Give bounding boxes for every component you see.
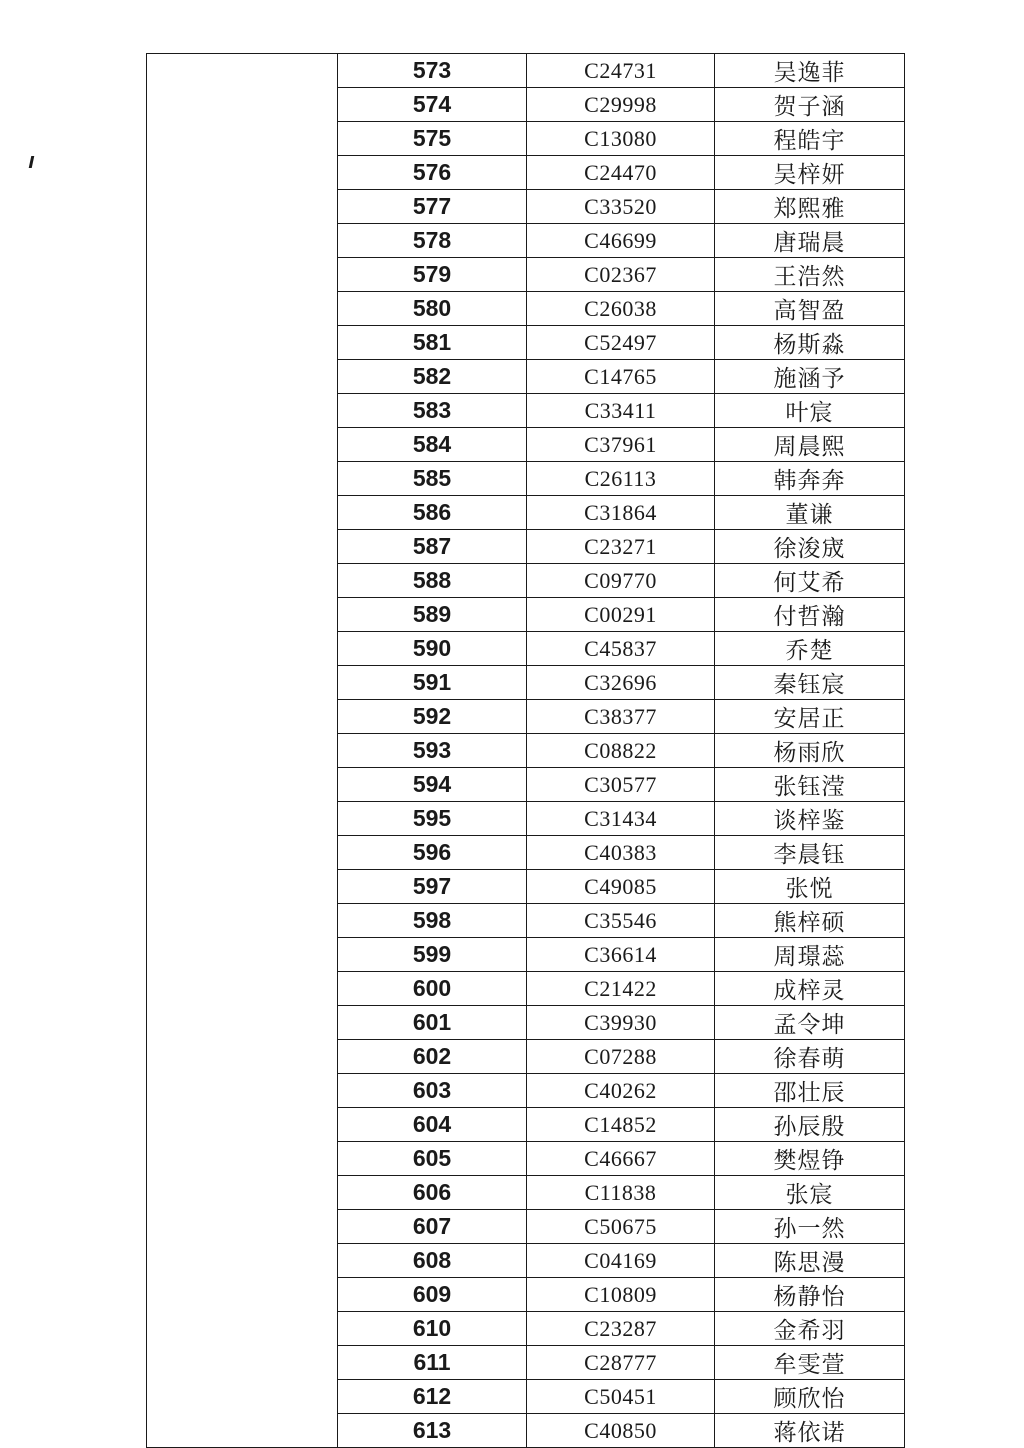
- candidate-id-cell: C40383: [527, 836, 715, 870]
- row-number-cell: 589: [338, 598, 527, 632]
- row-number-cell: 586: [338, 496, 527, 530]
- candidate-name-cell: 乔楚: [715, 632, 905, 666]
- candidate-name-cell: 徐春萌: [715, 1040, 905, 1074]
- candidate-name-cell: 韩奔奔: [715, 462, 905, 496]
- row-number-cell: 607: [338, 1210, 527, 1244]
- candidate-name-cell: 杨雨欣: [715, 734, 905, 768]
- candidate-name-cell: 安居正: [715, 700, 905, 734]
- candidate-name-cell: 蒋依诺: [715, 1414, 905, 1448]
- stray-mark: [29, 156, 35, 168]
- row-number-cell: 583: [338, 394, 527, 428]
- row-number-cell: 578: [338, 224, 527, 258]
- row-number-cell: 613: [338, 1414, 527, 1448]
- candidate-id-cell: C38377: [527, 700, 715, 734]
- row-number-cell: 605: [338, 1142, 527, 1176]
- candidate-name-cell: 张悦: [715, 870, 905, 904]
- candidate-name-cell: 孙一然: [715, 1210, 905, 1244]
- candidate-name-cell: 程皓宇: [715, 122, 905, 156]
- candidate-name-cell: 吴梓妍: [715, 156, 905, 190]
- candidate-id-cell: C35546: [527, 904, 715, 938]
- candidate-id-cell: C26113: [527, 462, 715, 496]
- candidate-id-cell: C40262: [527, 1074, 715, 1108]
- candidate-id-cell: C00291: [527, 598, 715, 632]
- candidate-name-cell: 贺子涵: [715, 88, 905, 122]
- candidate-name-cell: 周璟蕊: [715, 938, 905, 972]
- row-number-cell: 610: [338, 1312, 527, 1346]
- candidate-id-cell: C14852: [527, 1108, 715, 1142]
- candidate-name-cell: 孟令坤: [715, 1006, 905, 1040]
- row-number-cell: 609: [338, 1278, 527, 1312]
- candidate-id-cell: C39930: [527, 1006, 715, 1040]
- candidate-id-cell: C13080: [527, 122, 715, 156]
- blank-group-cell: [147, 54, 338, 1448]
- row-number-cell: 577: [338, 190, 527, 224]
- candidate-id-cell: C33411: [527, 394, 715, 428]
- candidate-name-cell: 郑熙雅: [715, 190, 905, 224]
- candidate-name-cell: 杨静怡: [715, 1278, 905, 1312]
- row-number-cell: 588: [338, 564, 527, 598]
- row-number-cell: 604: [338, 1108, 527, 1142]
- candidate-name-cell: 徐浚宬: [715, 530, 905, 564]
- candidate-name-cell: 周晨熙: [715, 428, 905, 462]
- row-number-cell: 593: [338, 734, 527, 768]
- candidate-id-cell: C46667: [527, 1142, 715, 1176]
- row-number-cell: 603: [338, 1074, 527, 1108]
- row-number-cell: 601: [338, 1006, 527, 1040]
- row-number-cell: 597: [338, 870, 527, 904]
- candidate-id-cell: C36614: [527, 938, 715, 972]
- candidate-name-cell: 张宸: [715, 1176, 905, 1210]
- candidate-id-cell: C45837: [527, 632, 715, 666]
- row-number-cell: 575: [338, 122, 527, 156]
- candidate-id-cell: C26038: [527, 292, 715, 326]
- candidate-name-cell: 董谦: [715, 496, 905, 530]
- row-number-cell: 606: [338, 1176, 527, 1210]
- row-number-cell: 592: [338, 700, 527, 734]
- row-number-cell: 602: [338, 1040, 527, 1074]
- candidate-name-cell: 孙辰殷: [715, 1108, 905, 1142]
- candidate-id-cell: C23271: [527, 530, 715, 564]
- candidate-name-cell: 熊梓硕: [715, 904, 905, 938]
- row-number-cell: 585: [338, 462, 527, 496]
- row-number-cell: 579: [338, 258, 527, 292]
- candidate-name-cell: 王浩然: [715, 258, 905, 292]
- candidate-id-cell: C46699: [527, 224, 715, 258]
- table-row: [147, 54, 905, 88]
- candidate-name-cell: 牟雯萱: [715, 1346, 905, 1380]
- candidate-id-cell: C30577: [527, 768, 715, 802]
- candidate-id-cell: C23287: [527, 1312, 715, 1346]
- candidate-id-cell: C50451: [527, 1380, 715, 1414]
- candidate-name-cell: 高智盈: [715, 292, 905, 326]
- row-number-cell: 573: [338, 54, 527, 88]
- row-number-cell: 598: [338, 904, 527, 938]
- candidate-id-cell: C32696: [527, 666, 715, 700]
- row-number-cell: 608: [338, 1244, 527, 1278]
- candidate-id-cell: C31864: [527, 496, 715, 530]
- candidate-name-cell: 张钰滢: [715, 768, 905, 802]
- candidate-id-cell: C40850: [527, 1414, 715, 1448]
- row-number-cell: 611: [338, 1346, 527, 1380]
- candidate-id-cell: C37961: [527, 428, 715, 462]
- candidate-id-cell: C09770: [527, 564, 715, 598]
- row-number-cell: 595: [338, 802, 527, 836]
- candidate-id-cell: C10809: [527, 1278, 715, 1312]
- candidate-id-cell: C24470: [527, 156, 715, 190]
- row-number-cell: 584: [338, 428, 527, 462]
- candidate-id-cell: C07288: [527, 1040, 715, 1074]
- row-number-cell: 587: [338, 530, 527, 564]
- candidate-name-cell: 樊煜铮: [715, 1142, 905, 1176]
- candidate-id-cell: C31434: [527, 802, 715, 836]
- row-number-cell: 580: [338, 292, 527, 326]
- roster-table: [146, 53, 905, 1448]
- candidate-name-cell: 顾欣怡: [715, 1380, 905, 1414]
- row-number-cell: 581: [338, 326, 527, 360]
- row-number-cell: 576: [338, 156, 527, 190]
- candidate-id-cell: C29998: [527, 88, 715, 122]
- candidate-id-cell: C50675: [527, 1210, 715, 1244]
- row-number-cell: 596: [338, 836, 527, 870]
- candidate-id-cell: C14765: [527, 360, 715, 394]
- row-number-cell: 574: [338, 88, 527, 122]
- row-number-cell: 600: [338, 972, 527, 1006]
- row-number-cell: 590: [338, 632, 527, 666]
- roster-body: [147, 54, 905, 1448]
- candidate-id-cell: C28777: [527, 1346, 715, 1380]
- candidate-name-cell: 吴逸菲: [715, 54, 905, 88]
- candidate-name-cell: 陈思漫: [715, 1244, 905, 1278]
- candidate-name-cell: 何艾希: [715, 564, 905, 598]
- candidate-id-cell: C33520: [527, 190, 715, 224]
- candidate-name-cell: 唐瑞晨: [715, 224, 905, 258]
- candidate-name-cell: 叶宸: [715, 394, 905, 428]
- row-number-cell: 591: [338, 666, 527, 700]
- candidate-name-cell: 杨斯淼: [715, 326, 905, 360]
- candidate-name-cell: 施涵予: [715, 360, 905, 394]
- candidate-name-cell: 邵壮辰: [715, 1074, 905, 1108]
- candidate-id-cell: C52497: [527, 326, 715, 360]
- candidate-name-cell: 成梓灵: [715, 972, 905, 1006]
- candidate-name-cell: 李晨钰: [715, 836, 905, 870]
- candidate-id-cell: C02367: [527, 258, 715, 292]
- row-number-cell: 599: [338, 938, 527, 972]
- row-number-cell: 594: [338, 768, 527, 802]
- candidate-id-cell: C08822: [527, 734, 715, 768]
- candidate-id-cell: C11838: [527, 1176, 715, 1210]
- candidate-id-cell: C04169: [527, 1244, 715, 1278]
- candidate-id-cell: C21422: [527, 972, 715, 1006]
- row-number-cell: 612: [338, 1380, 527, 1414]
- candidate-name-cell: 付哲瀚: [715, 598, 905, 632]
- candidate-name-cell: 金希羽: [715, 1312, 905, 1346]
- candidate-id-cell: C24731: [527, 54, 715, 88]
- candidate-id-cell: C49085: [527, 870, 715, 904]
- candidate-name-cell: 秦钰宸: [715, 666, 905, 700]
- candidate-name-cell: 谈梓鉴: [715, 802, 905, 836]
- row-number-cell: 582: [338, 360, 527, 394]
